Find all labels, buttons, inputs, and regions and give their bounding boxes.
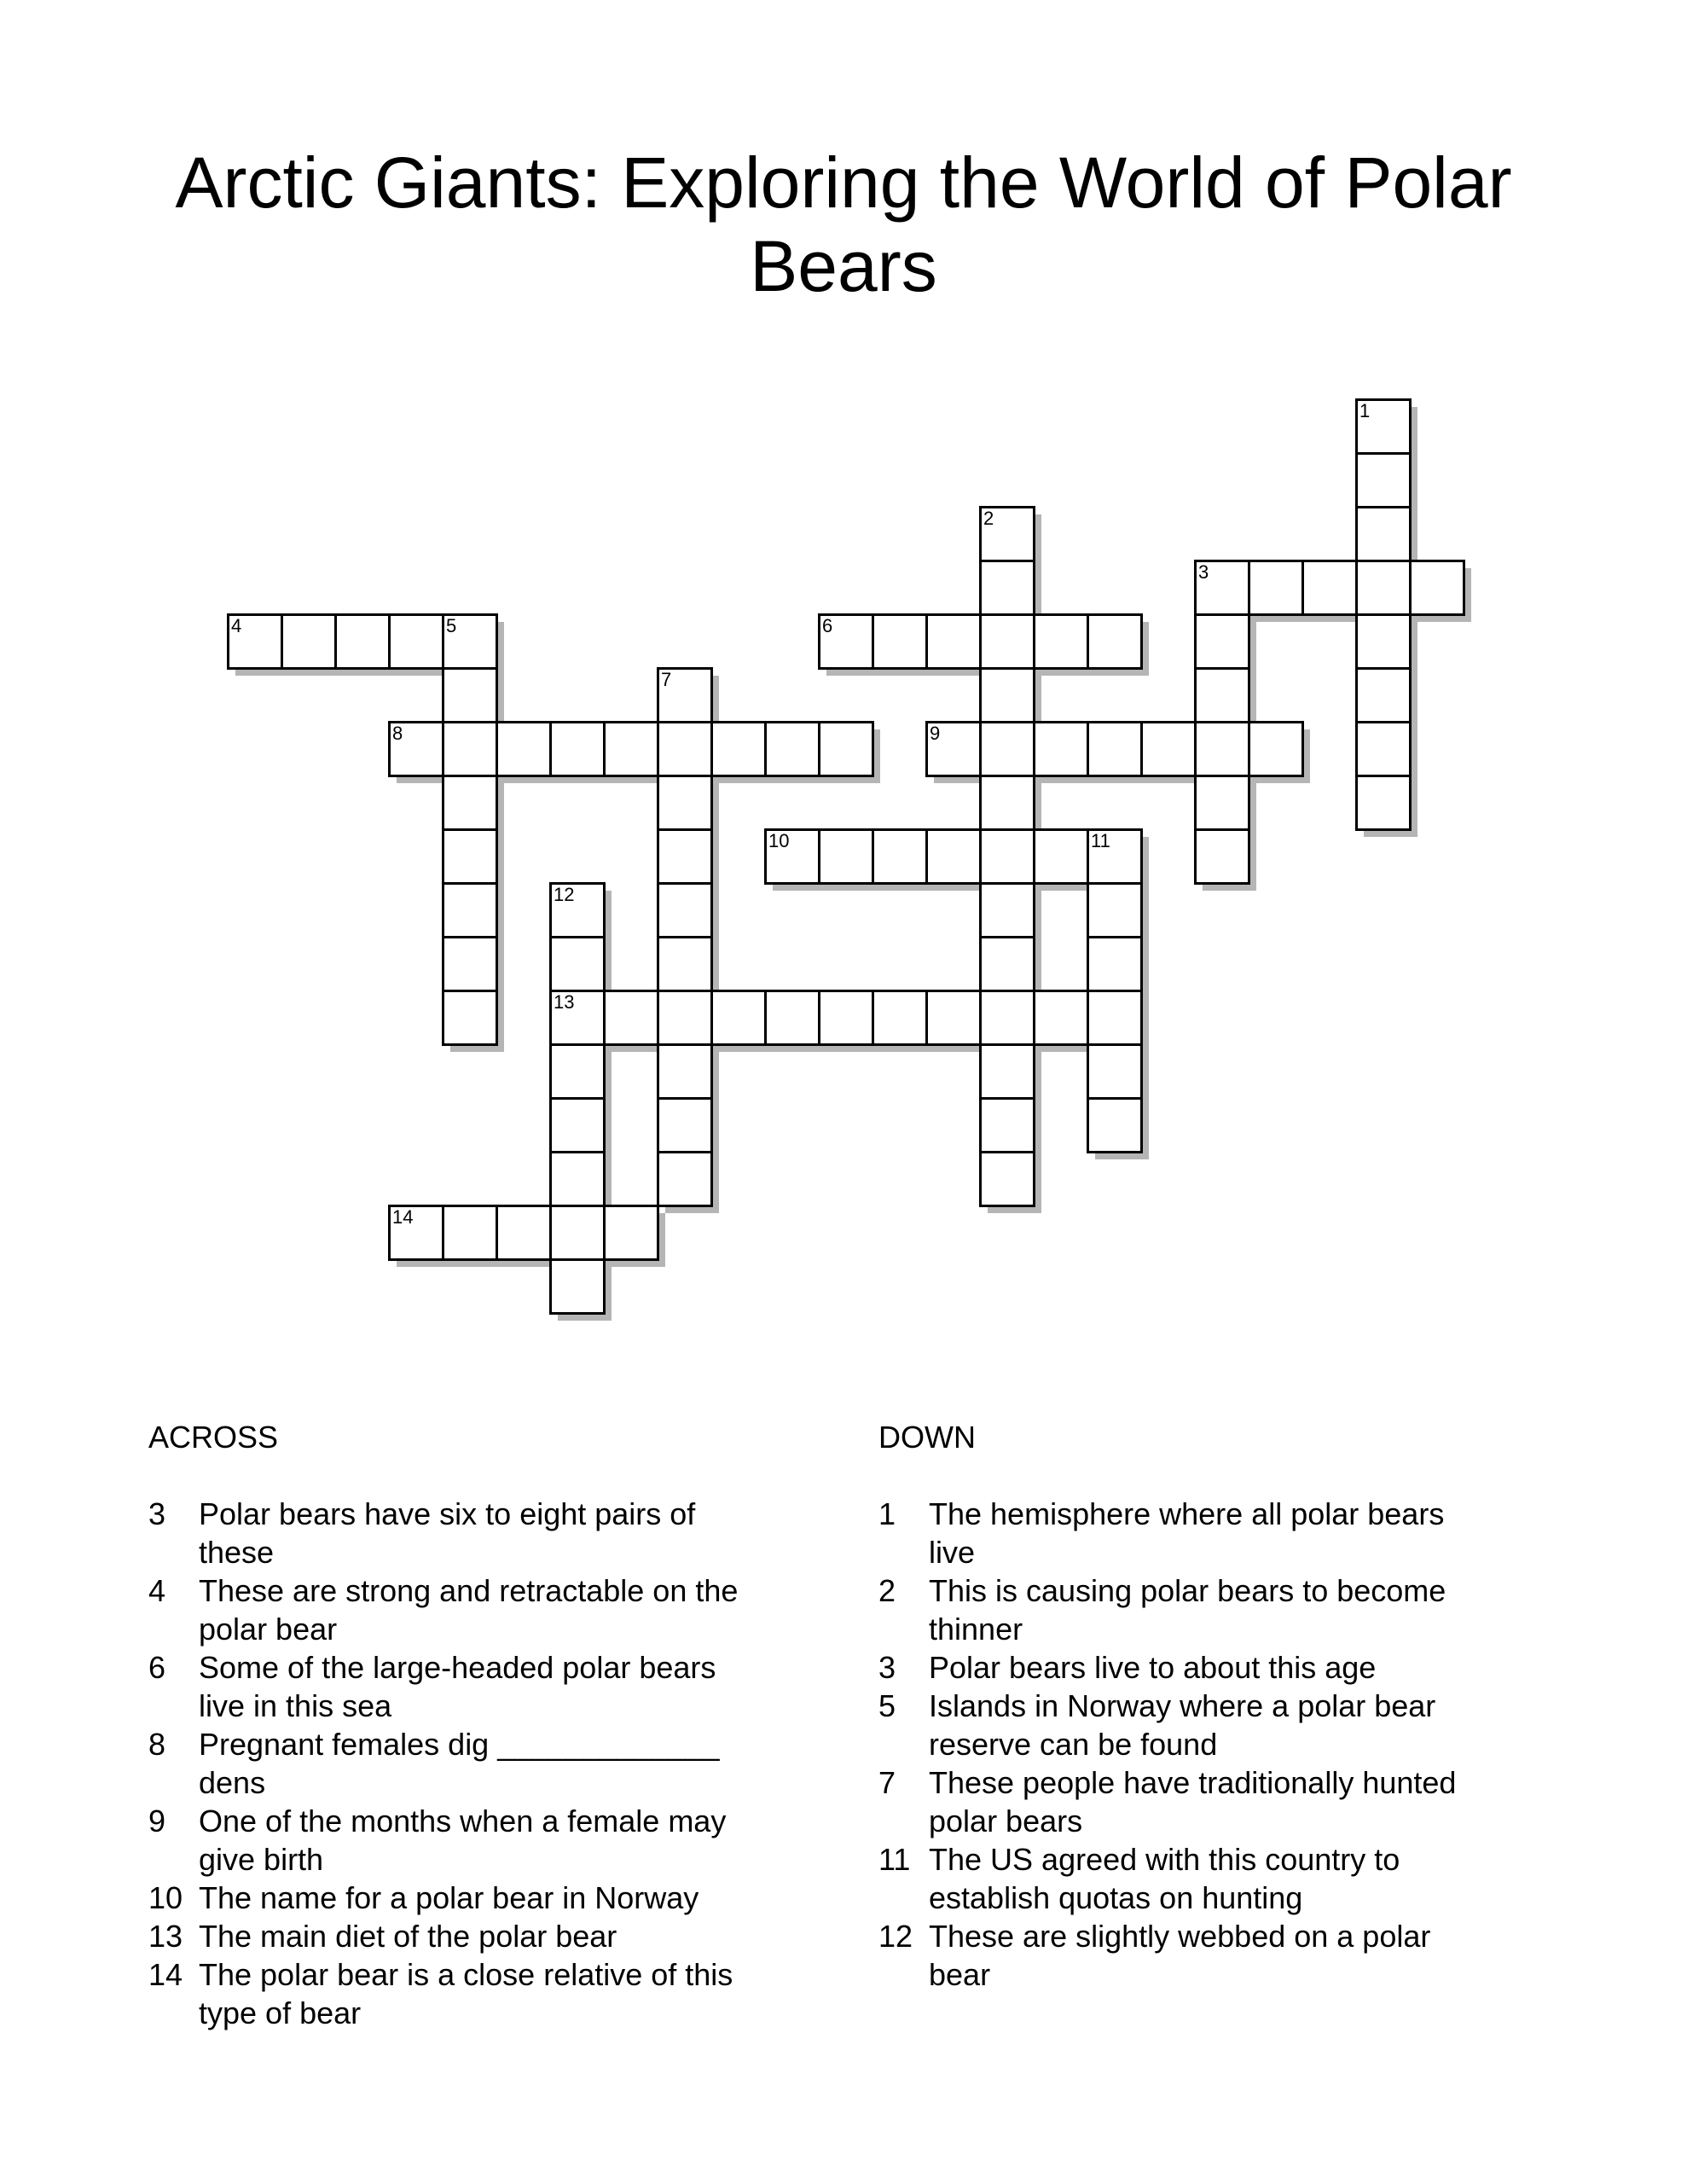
crossword-cell[interactable] bbox=[549, 1258, 606, 1315]
crossword-cell[interactable] bbox=[1194, 721, 1250, 777]
crossword-cell[interactable] bbox=[388, 721, 444, 777]
cell-number: 13 bbox=[554, 991, 575, 1013]
crossword-cell[interactable] bbox=[603, 990, 659, 1046]
clue-number: 6 bbox=[148, 1650, 166, 1685]
clue-number: 1 bbox=[878, 1496, 896, 1531]
crossword-cell[interactable] bbox=[710, 721, 767, 777]
crossword-cell[interactable] bbox=[818, 721, 874, 777]
crossword-cell[interactable] bbox=[657, 775, 713, 831]
crossword-cell[interactable] bbox=[1355, 775, 1412, 831]
cell-number: 4 bbox=[231, 615, 242, 636]
crossword-cell[interactable] bbox=[1355, 613, 1412, 670]
crossword-cell[interactable] bbox=[1355, 506, 1412, 562]
down-clues bbox=[878, 1418, 1493, 1994]
clue-number: 7 bbox=[878, 1765, 896, 1800]
cell-number: 11 bbox=[1091, 830, 1110, 851]
crossword-cell[interactable] bbox=[657, 721, 713, 777]
crossword-cell[interactable] bbox=[818, 828, 874, 885]
clue-number: 10 bbox=[148, 1880, 183, 1915]
down-clue bbox=[878, 1917, 1493, 1994]
crossword-cell[interactable] bbox=[1409, 560, 1465, 616]
crossword-cell[interactable] bbox=[764, 990, 820, 1046]
cell-number: 10 bbox=[768, 830, 790, 851]
crossword-cell[interactable] bbox=[334, 613, 391, 670]
crossword-cell[interactable] bbox=[979, 936, 1035, 992]
crossword-cell[interactable] bbox=[925, 613, 982, 670]
crossword-cell[interactable] bbox=[872, 828, 928, 885]
crossword-cell[interactable] bbox=[1355, 398, 1412, 455]
crossword-cell[interactable] bbox=[1087, 990, 1143, 1046]
down-clue bbox=[878, 1648, 1493, 1687]
crossword-cell[interactable] bbox=[1301, 560, 1358, 616]
crossword-cell[interactable] bbox=[764, 828, 820, 885]
crossword-cell[interactable] bbox=[872, 613, 928, 670]
clue-text: This is causing polar bears to become thinner bbox=[929, 1573, 1446, 1647]
cell-number: 7 bbox=[661, 669, 672, 690]
across-clue bbox=[148, 1802, 762, 1879]
across-clue bbox=[148, 1495, 762, 1571]
crossword-cell[interactable] bbox=[979, 1151, 1035, 1207]
crossword-cell[interactable] bbox=[979, 990, 1035, 1046]
crossword-cell[interactable] bbox=[1248, 560, 1304, 616]
clue-number: 8 bbox=[148, 1727, 166, 1762]
clue-text: Islands in Norway where a polar bear reserve can be found bbox=[929, 1688, 1436, 1762]
down-heading: DOWN bbox=[878, 1420, 976, 1455]
clue-text: The name for a polar bear in Norway bbox=[199, 1880, 699, 1915]
crossword-cell[interactable] bbox=[1355, 667, 1412, 723]
across-clue bbox=[148, 1955, 762, 2032]
across-clue bbox=[148, 1571, 762, 1648]
crossword-cell[interactable] bbox=[1033, 990, 1089, 1046]
cell-number: 6 bbox=[822, 615, 833, 636]
crossword-cell[interactable] bbox=[710, 990, 767, 1046]
cell-number: 3 bbox=[1198, 561, 1209, 583]
crossword-cell[interactable] bbox=[657, 1043, 713, 1100]
crossword-cell[interactable] bbox=[1087, 613, 1143, 670]
cell-number: 5 bbox=[446, 615, 457, 636]
across-clue bbox=[148, 1725, 762, 1802]
crossword-cell[interactable] bbox=[925, 721, 982, 777]
crossword-cell[interactable] bbox=[1194, 775, 1250, 831]
crossword-cell[interactable] bbox=[818, 990, 874, 1046]
crossword-cell[interactable] bbox=[657, 1151, 713, 1207]
crossword-cell[interactable] bbox=[388, 1205, 444, 1261]
clue-text: The polar bear is a close relative of this type of bear bbox=[199, 1957, 733, 2030]
cell-number: 2 bbox=[983, 508, 994, 529]
crossword-cell[interactable] bbox=[657, 882, 713, 938]
clue-text: These are slightly webbed on a polar bear bbox=[929, 1919, 1431, 1992]
clue-text: Polar bears have six to eight pairs of these bbox=[199, 1496, 696, 1570]
crossword-cell[interactable] bbox=[442, 936, 498, 992]
crossword-cell[interactable] bbox=[1033, 828, 1089, 885]
crossword-cell[interactable] bbox=[1194, 613, 1250, 670]
crossword-cell[interactable] bbox=[442, 1205, 498, 1261]
crossword-cell[interactable] bbox=[979, 667, 1035, 723]
crossword-cell[interactable] bbox=[1355, 721, 1412, 777]
clue-number: 3 bbox=[148, 1496, 166, 1531]
crossword-cell[interactable] bbox=[442, 613, 498, 670]
crossword-cell[interactable] bbox=[549, 1043, 606, 1100]
crossword-cell[interactable] bbox=[549, 990, 606, 1046]
crossword-cell[interactable] bbox=[1087, 1097, 1143, 1153]
down-clue bbox=[878, 1495, 1493, 1571]
crossword-cell[interactable] bbox=[549, 1151, 606, 1207]
crossword-cell[interactable] bbox=[442, 990, 498, 1046]
crossword-cell[interactable] bbox=[227, 613, 283, 670]
across-clue bbox=[148, 1879, 762, 1917]
crossword-cell[interactable] bbox=[979, 506, 1035, 562]
crossword-cell[interactable] bbox=[1033, 613, 1089, 670]
clue-number: 4 bbox=[148, 1573, 166, 1608]
clue-number: 13 bbox=[148, 1919, 183, 1954]
clue-number: 12 bbox=[878, 1919, 913, 1954]
crossword-cell[interactable] bbox=[979, 560, 1035, 616]
crossword-cell[interactable] bbox=[388, 613, 444, 670]
crossword-cell[interactable] bbox=[1355, 452, 1412, 508]
cell-number: 8 bbox=[392, 723, 403, 744]
crossword-cell[interactable] bbox=[979, 1043, 1035, 1100]
clue-text: Some of the large-headed polar bears live in this sea bbox=[199, 1650, 716, 1723]
crossword-cell[interactable] bbox=[764, 721, 820, 777]
crossword-cell[interactable] bbox=[657, 936, 713, 992]
clue-text: The hemisphere where all polar bears live bbox=[929, 1496, 1445, 1570]
crossword-cell[interactable] bbox=[657, 1097, 713, 1153]
down-clue bbox=[878, 1763, 1493, 1840]
crossword-cell[interactable] bbox=[657, 667, 713, 723]
clue-number: 3 bbox=[878, 1650, 896, 1685]
puzzle-title: Arctic Giants: Exploring the World of Polar Bears bbox=[175, 142, 1512, 306]
crossword-cell[interactable] bbox=[925, 990, 982, 1046]
crossword-cell[interactable] bbox=[496, 1205, 552, 1261]
crossword-cell[interactable] bbox=[1087, 721, 1143, 777]
crossword-cell[interactable] bbox=[872, 990, 928, 1046]
down-clue bbox=[878, 1840, 1493, 1917]
crossword-cell[interactable] bbox=[1140, 721, 1197, 777]
crossword-cell[interactable] bbox=[496, 721, 552, 777]
clue-text: The US agreed with this country to establish quotas on hunting bbox=[929, 1842, 1400, 1915]
crossword-cell[interactable] bbox=[979, 1097, 1035, 1153]
crossword-cell[interactable] bbox=[1194, 828, 1250, 885]
crossword-cell[interactable] bbox=[442, 667, 498, 723]
crossword-cell[interactable] bbox=[979, 882, 1035, 938]
crossword-cell[interactable] bbox=[442, 882, 498, 938]
across-clue bbox=[148, 1648, 762, 1725]
crossword-cell[interactable] bbox=[1248, 721, 1304, 777]
crossword-cell[interactable] bbox=[1087, 1043, 1143, 1100]
crossword-cell[interactable] bbox=[442, 775, 498, 831]
cell-number: 9 bbox=[930, 723, 941, 744]
crossword-cell[interactable] bbox=[1194, 560, 1250, 616]
crossword-cell[interactable] bbox=[549, 721, 606, 777]
down-clue bbox=[878, 1687, 1493, 1763]
clue-number: 2 bbox=[878, 1573, 896, 1608]
cell-number: 12 bbox=[554, 884, 575, 905]
crossword-cell[interactable] bbox=[442, 721, 498, 777]
clue-number: 5 bbox=[878, 1688, 896, 1723]
crossword-cell[interactable] bbox=[657, 990, 713, 1046]
crossword-cell[interactable] bbox=[1355, 560, 1412, 616]
clue-text: Pregnant females dig _____________ dens bbox=[199, 1727, 720, 1800]
clue-text: These people have traditionally hunted polar bears bbox=[929, 1765, 1457, 1838]
cell-number: 1 bbox=[1359, 400, 1371, 421]
crossword-cell[interactable] bbox=[603, 721, 659, 777]
crossword-cell[interactable] bbox=[1033, 721, 1089, 777]
crossword-cell[interactable] bbox=[818, 613, 874, 670]
clue-number: 14 bbox=[148, 1957, 183, 1992]
crossword-cell[interactable] bbox=[1194, 667, 1250, 723]
crossword-cell[interactable] bbox=[549, 936, 606, 992]
cell-number: 14 bbox=[392, 1206, 414, 1228]
crossword-cell[interactable] bbox=[657, 828, 713, 885]
crossword-cell[interactable] bbox=[442, 828, 498, 885]
clue-text: The main diet of the polar bear bbox=[199, 1919, 617, 1954]
crossword-cell[interactable] bbox=[1087, 936, 1143, 992]
crossword-cell[interactable] bbox=[1087, 882, 1143, 938]
crossword-cell[interactable] bbox=[549, 882, 606, 938]
crossword-cell[interactable] bbox=[603, 1205, 659, 1261]
crossword-cell[interactable] bbox=[549, 1205, 606, 1261]
crossword-cell[interactable] bbox=[979, 828, 1035, 885]
clue-text: One of the months when a female may give birth bbox=[199, 1804, 727, 1877]
crossword-cell[interactable] bbox=[979, 721, 1035, 777]
across-clues bbox=[148, 1418, 762, 2032]
crossword-cell[interactable] bbox=[549, 1097, 606, 1153]
crossword-cell[interactable] bbox=[979, 613, 1035, 670]
crossword-cell[interactable] bbox=[925, 828, 982, 885]
clue-text: These are strong and retractable on the polar bear bbox=[199, 1573, 739, 1647]
across-heading: ACROSS bbox=[148, 1420, 279, 1455]
clue-text: Polar bears live to about this age bbox=[929, 1650, 1377, 1685]
crossword-cell[interactable] bbox=[979, 775, 1035, 831]
down-clue bbox=[878, 1571, 1493, 1648]
across-clue bbox=[148, 1917, 762, 1955]
crossword-cell[interactable] bbox=[281, 613, 337, 670]
crossword-cell[interactable] bbox=[1087, 828, 1143, 885]
clue-number: 11 bbox=[878, 1842, 911, 1877]
clue-number: 9 bbox=[148, 1804, 166, 1838]
